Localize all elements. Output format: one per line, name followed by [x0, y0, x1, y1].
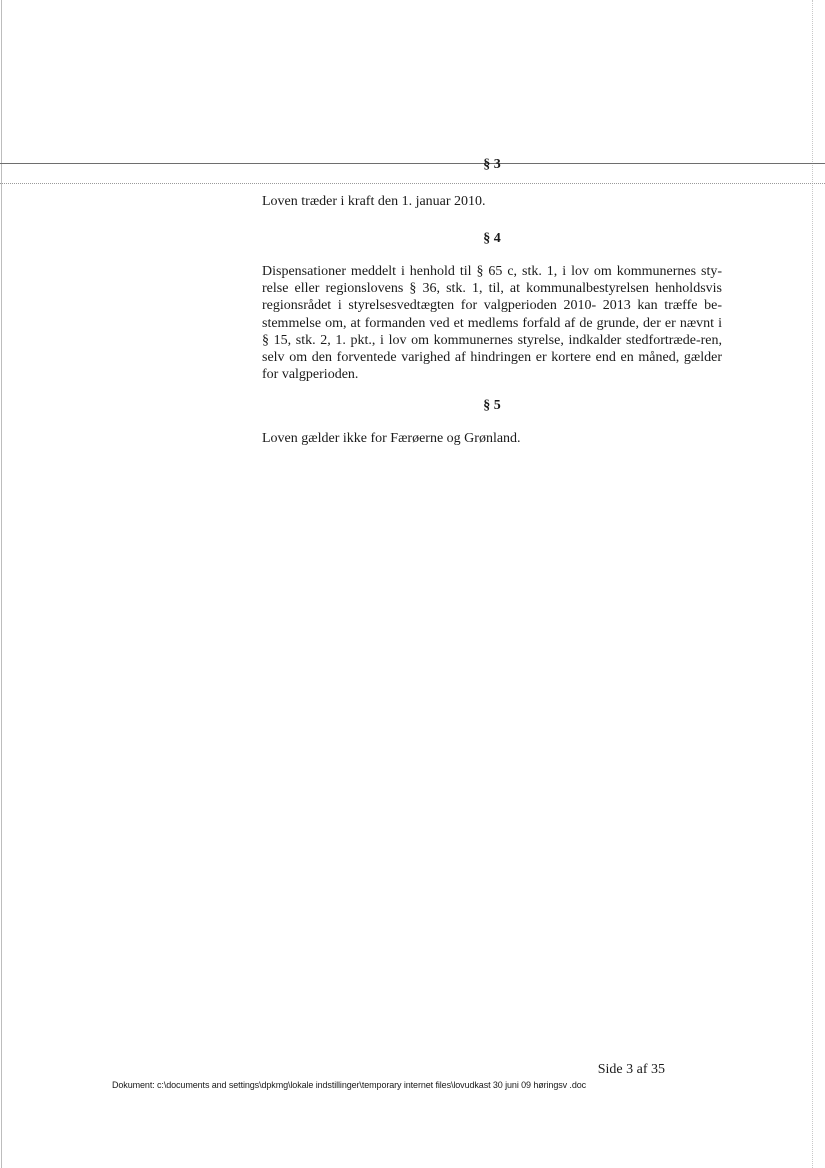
- section-4-text: Dispensationer meddelt i henhold til § 65 c, stk. 1, i lov om kommunernes sty-relse eller regionslovens § 36, stk. 1, til, at kommunalbestyrelsen henholdsvis regionsrådet i styrelsesvedtægten for valgperioden 2010- 2013 kan træffe be-stemmelse om, at formanden ved et medlems forfald af de grunde, der er nævnt i § 15, stk. 2, 1. pkt., i lov om kommunernes styrelse, indkalder stedfortræde-ren, selv om den forventede varighed af hindringen er kortere end en måned, gælder for valgperioden.: [262, 264, 722, 383]
- page-border-right: [812, 0, 813, 1168]
- page-border-left: [1, 0, 2, 1168]
- header-rule: [0, 163, 825, 164]
- document-path: Dokument: c:\documents and settings\dpkmg\lokale indstillinger\temporary internet files\lovudkast 30 juni 09 høringsv .doc: [112, 1080, 587, 1090]
- section-4-heading: § 4: [483, 231, 501, 246]
- header-rule-dotted: [0, 183, 825, 184]
- section-3-heading: § 3: [483, 157, 501, 172]
- section-3-text: Loven træder i kraft den 1. januar 2010.: [262, 194, 486, 209]
- section-5-text: Loven gælder ikke for Færøerne og Grønland.: [262, 431, 521, 446]
- page-number: Side 3 af 35: [597, 1062, 665, 1077]
- section-5-heading: § 5: [483, 398, 501, 413]
